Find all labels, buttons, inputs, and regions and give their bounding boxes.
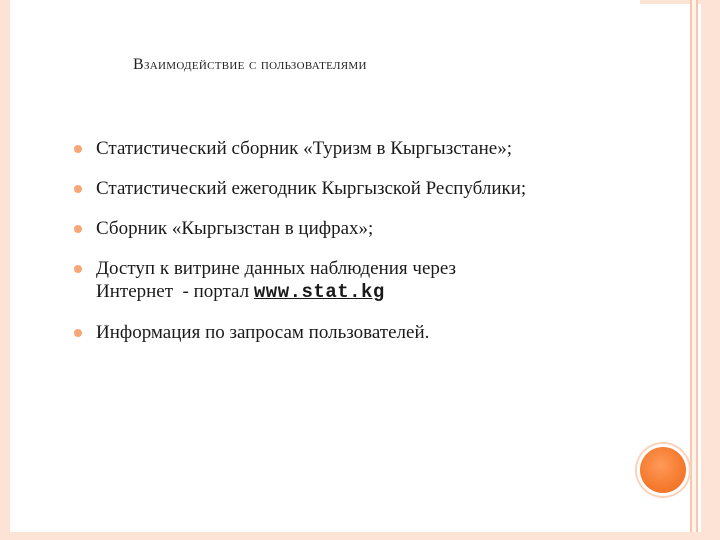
bullet-icon [74, 329, 82, 337]
list-item [74, 257, 674, 304]
list-item-text: Сборник «Кыргызстан в цифрах»; [96, 218, 374, 239]
list-item-text: Интернет - портал [96, 281, 254, 302]
frame-right-line [696, 0, 698, 540]
list-item-text: Доступ к витрине данных наблюдения через [96, 258, 457, 279]
bullet-list [74, 137, 674, 361]
bullet-icon [74, 185, 82, 193]
list-item-text: Статистический сборник «Туризм в Кыргызстане»; [96, 138, 512, 159]
frame-left-decoration [0, 0, 10, 540]
list-item [74, 217, 674, 240]
list-item-text: Информация по запросам пользователей. [96, 322, 430, 343]
portal-link[interactable]: www.stat.kg [253, 281, 385, 303]
list-item [74, 137, 674, 160]
slide-title: Взаимодействие с пользователями [133, 56, 367, 73]
frame-bottom-decoration [0, 532, 720, 540]
list-item-text: Статистический ежегодник Кыргызской Республики; [96, 178, 527, 199]
frame-right-band [701, 0, 720, 540]
bullet-icon [74, 265, 82, 273]
bullet-icon [74, 225, 82, 233]
list-item [74, 177, 674, 200]
list-item [74, 321, 674, 344]
orange-circle-decoration [640, 447, 686, 493]
bullet-icon [74, 145, 82, 153]
